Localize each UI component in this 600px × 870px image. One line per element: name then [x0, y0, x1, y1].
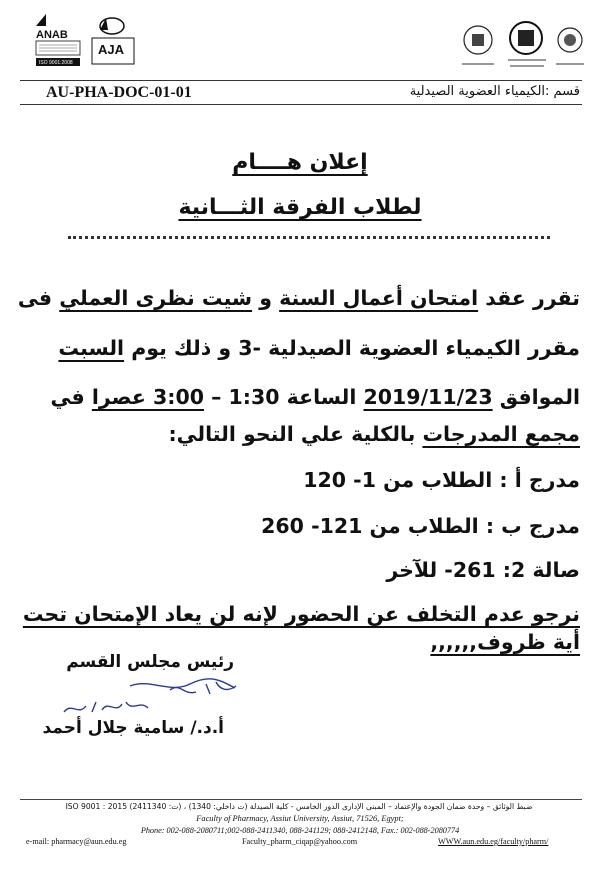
signer-title: رئيس مجلس القسم: [66, 652, 234, 672]
line3-c: الساعة 1:30 –: [203, 385, 364, 409]
line1-b: امتحان أعمال السنة: [279, 286, 479, 310]
body-line-4: [20, 422, 580, 446]
header-rule-top: [20, 80, 582, 81]
quality-seal-icon: [556, 28, 584, 64]
header-rule-bottom: [20, 104, 582, 105]
body-line-1: [17, 286, 580, 310]
university-seal-icon: [508, 22, 546, 66]
iso-badge-text: ISO 9001:2008: [39, 60, 73, 66]
department-label: قسم :الكيمياء العضوية الصيدلية: [409, 84, 580, 99]
aja-text: AJA: [98, 42, 125, 57]
university-logos: [458, 18, 586, 72]
notice-subtitle: [0, 195, 600, 220]
faculty-seal-icon: [462, 26, 494, 64]
line3-d: 3:00 عصرا: [91, 385, 204, 409]
anab-text: ANAB: [36, 29, 68, 41]
anab-logo: [36, 14, 80, 66]
line1-c: و: [252, 286, 280, 310]
line1-a: تقرر عقد: [478, 286, 580, 310]
hall-2-line: صالة 2: 261- للآخر: [386, 558, 580, 582]
hall-a-line: مدرج أ : الطلاب من 1- 120: [303, 468, 580, 492]
attendance-note-line2-text: أية ظروف,,,,,,: [430, 630, 580, 654]
attendance-note-line2: [20, 630, 580, 654]
line3-e: في: [50, 385, 92, 409]
line4-a: مجمع المدرجات: [422, 422, 580, 446]
footer-address: Faculty of Pharmacy, Assiut University, Assiut, 71526, Egypt;: [196, 814, 404, 823]
body-line-2: [20, 336, 580, 360]
signer-name: أ.د./ سامية جلال أحمد: [42, 718, 224, 738]
footer-phones: Phone: 002-088-2080711;002-088-2411340, 088-241129; 088-2412148, Fax.: 002-088-2080774: [140, 826, 460, 835]
aja-logo: [92, 18, 134, 64]
notice-title: [0, 150, 600, 175]
footer-email-2[interactable]: Faculty_pharm_ciqap@yahoo.com: [242, 837, 358, 846]
document-code: AU-PHA-DOC-01-01: [46, 84, 192, 101]
line4-b: بالكلية علي النحو التالي:: [168, 422, 423, 446]
notice-title-text: إعلان هــــام: [232, 150, 368, 175]
footer-arabic: ضبط الوثائق – وحدة ضمان الجودة والإعتماد – المبنى الإدارى الدور الخامس - كلية الصيدلة (ت داخلي: 1340) ، (ت: 2411340) ISO 9001 : 2015: [65, 802, 533, 811]
footer-rule: [20, 799, 582, 800]
attendance-note-line1: نرجو عدم التخلف عن الحضور لإنه لن يعاد الإمتحان تحت: [22, 602, 580, 626]
line1-d: شيت نظرى العملي: [59, 286, 253, 310]
accreditation-logos: [34, 12, 154, 68]
line1-e: فى: [17, 286, 60, 310]
line2-a: مقرر الكيمياء العضوية الصيدلية -3 و ذلك يوم: [124, 336, 580, 360]
footer-website-link[interactable]: WWW.aun.edu.eg/faculty/pharm/: [438, 837, 549, 846]
line2-b: السبت: [58, 336, 125, 360]
handwritten-signature: [60, 672, 250, 718]
line3-a: الموافق: [492, 385, 580, 409]
dotted-separator: [68, 236, 550, 239]
footer-email[interactable]: e-mail: pharmacy@aun.edu.eg: [26, 837, 127, 846]
hall-b-line: مدرج ب : الطلاب من 121- 260: [261, 514, 580, 538]
notice-subtitle-text: لطلاب الفرقة الثـــانية: [178, 195, 422, 220]
line3-b: 2019/11/23: [363, 385, 493, 409]
body-line-3: [20, 385, 580, 409]
